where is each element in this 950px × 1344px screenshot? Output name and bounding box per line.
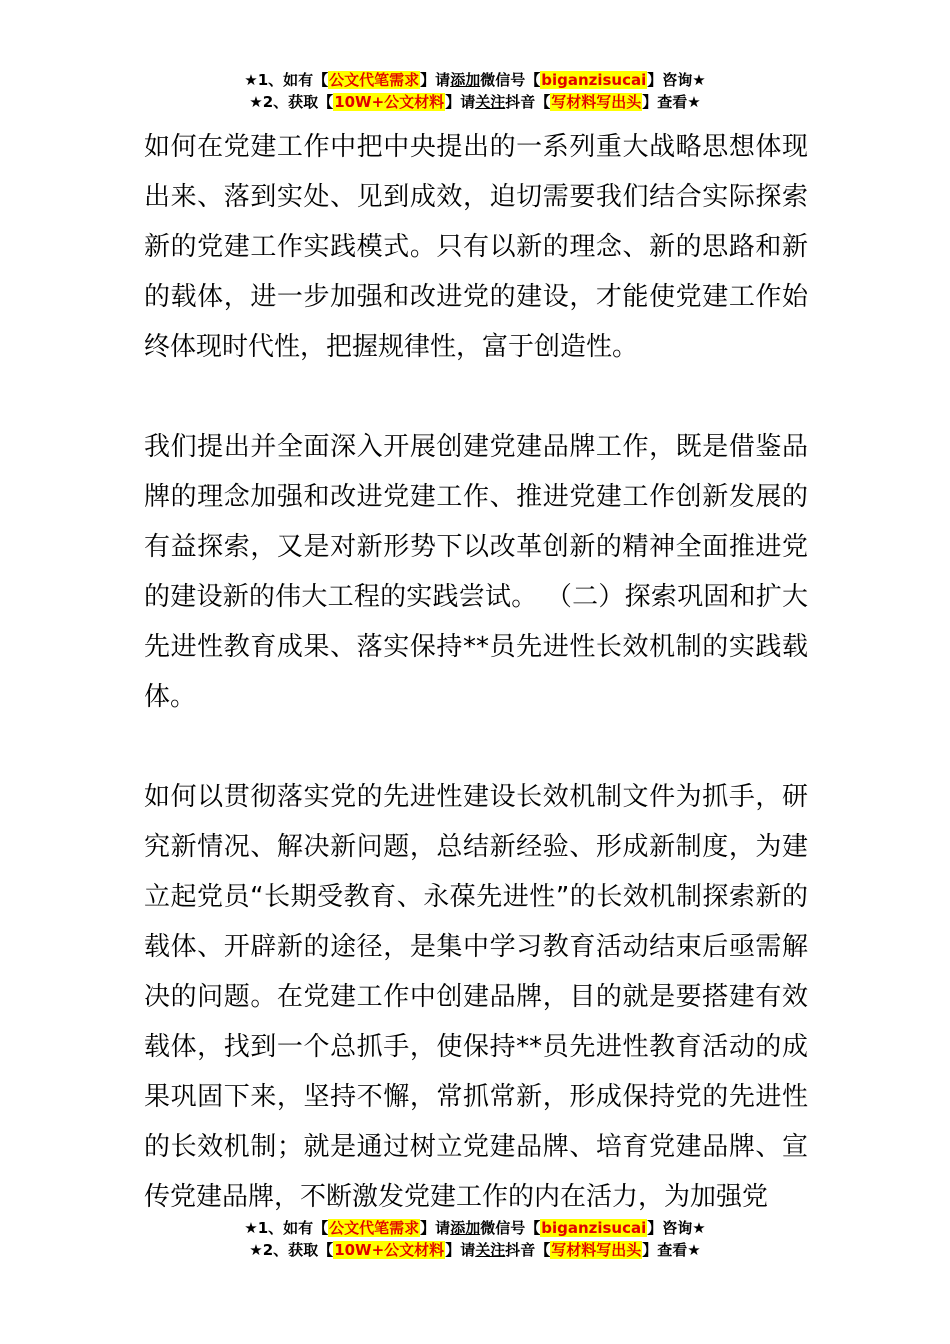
highlight-materials: 10W+公文材料 <box>334 93 445 111</box>
paragraph-spacer <box>144 372 808 422</box>
highlight-wechat-id: biganzisucai <box>541 71 647 89</box>
header-banner <box>0 69 950 113</box>
highlight-service: 公文代笔需求 <box>329 71 420 89</box>
paragraph-spacer <box>144 722 808 772</box>
paragraph-1: 如何在党建工作中把中央提出的一系列重大战略思想体现出来、落到实处、见到成效，迫切需要我们结合实际探索新的党建工作实践模式。只有以新的理念、新的思路和新的载体，进一步加强和改进党的建设，才能使党建工作始终体现时代性，把握规律性，富于创造性。 <box>144 132 808 362</box>
highlight-service: 公文代笔需求 <box>329 1219 420 1237</box>
highlight-wechat-id: biganzisucai <box>541 1219 647 1237</box>
banner-line-2: ★2、获取【10W+公文材料】请关注抖音【写材料写出头】查看★ <box>249 93 701 111</box>
banner-line-1: ★1、如有【公文代笔需求】请添加微信号【biganzisucai】咨询★ <box>244 1219 706 1237</box>
paragraph-3: 如何以贯彻落实党的先进性建设长效机制文件为抓手，研究新情况、解决新问题，总结新经验、形成新制度，为建立起党员“长期受教育、永葆先进性”的长效机制探索新的载体、开辟新的途径，是集中学习教育活动结束后亟需解决的问题。在党建工作中创建品牌，目的就是要搭建有效载体，找到一个总抓手，使保持**员先进性教育活动的成果巩固下来，坚持不懈，常抓常新，形成保持党的先进性的长效机制；就是通过树立党建品牌、培育党建品牌、宣传党建品牌，不断激发党建工作的内在活力，为加强党 <box>144 782 808 1212</box>
banner-line-2: ★2、获取【10W+公文材料】请关注抖音【写材料写出头】查看★ <box>249 1241 701 1259</box>
highlight-douyin: 写材料写出头 <box>551 93 642 111</box>
highlight-douyin: 写材料写出头 <box>551 1241 642 1259</box>
document-body <box>144 122 808 1222</box>
paragraph-2: 我们提出并全面深入开展创建党建品牌工作，既是借鉴品牌的理念加强和改进党建工作、推进党建工作创新发展的有益探索，又是对新形势下以改革创新的精神全面推进党的建设新的伟大工程的实践尝试。 （二）探索巩固和扩大先进性教育成果、落实保持**员先进性长效机制的实践载体。 <box>144 432 808 712</box>
highlight-materials: 10W+公文材料 <box>334 1241 445 1259</box>
banner-line-1: ★1、如有【公文代笔需求】请添加微信号【biganzisucai】咨询★ <box>244 71 706 89</box>
footer-banner <box>0 1217 950 1261</box>
